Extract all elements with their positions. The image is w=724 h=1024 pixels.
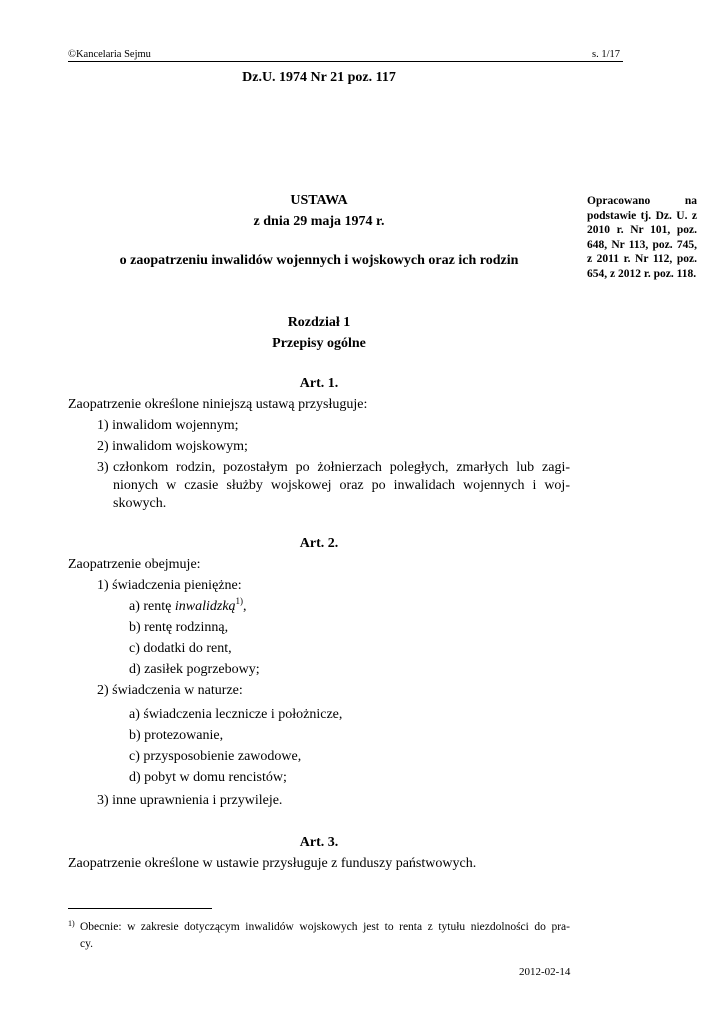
footnote-mark: 1) [68, 919, 75, 928]
art-2-heading: Art. 2. [299, 536, 339, 551]
art-1-item-3-line-3: skowych. [113, 496, 167, 511]
art-2-item-2-b: b) protezowanie, [129, 728, 224, 743]
art-1-item-3-line-1: członkom rodzin, pozostałym po żołnierzach poległych, zmarłych lub zagi- [113, 460, 570, 475]
art-2-item-1-d: d) zasiłek pogrzebowy; [129, 662, 260, 677]
act-subject: o zaopatrzeniu inwalidów wojennych i wojskowych oraz ich rodzin [119, 253, 519, 268]
art-1-item-2: 2) inwalidom wojskowym; [97, 439, 248, 454]
footnote-rule [68, 908, 212, 909]
chapter-title: Przepisy ogólne [272, 336, 366, 351]
art-2-item-3: 3) inne uprawnienia i przywileje. [97, 793, 283, 808]
art-2-item-2-d: d) pobyt w domu rencistów; [129, 770, 287, 785]
art-2-item-1-b: b) rentę rodzinną, [129, 620, 229, 635]
art-2-item-2: 2) świadczenia w naturze: [97, 683, 243, 698]
header-page-number: s. 1/17 [592, 49, 621, 60]
art-2-item-2-c: c) przysposobienie zawodowe, [129, 749, 302, 764]
art-1-heading: Art. 1. [299, 376, 339, 391]
act-date: z dnia 29 maja 1974 r. [253, 214, 385, 229]
art-1-item-1: 1) inwalidom wojennym; [97, 418, 239, 433]
footer-date: 2012-02-14 [519, 966, 571, 978]
art-3-heading: Art. 3. [299, 835, 339, 850]
footnote-line-1: Obecnie: w zakresie dotyczącym inwalidów wojskowych jest to renta z tytułu niezdolności do pra- [80, 921, 570, 933]
art-1-item-3-line-2: nionych w czasie służby wojskowej oraz po inwalidach wojennych i woj- [113, 478, 570, 493]
footnote-line-2: cy. [80, 938, 93, 950]
header-publisher: ©Kancelaria Sejmu [68, 49, 151, 60]
consolidation-note: Opracowano na podstawie tj. Dz. U. z 2010 r. Nr 101, poz. 648, Nr 113, poz. 745, z 2011 r. Nr 112, poz. 654, z 2012 r. poz. 118. [587, 195, 697, 280]
art-2-item-1-c: c) dodatki do rent, [129, 641, 232, 656]
header-rule [68, 61, 623, 62]
art-3-text: Zaopatrzenie określone w ustawie przysługuje z funduszy państwowych. [68, 856, 477, 871]
art-2-item-1-a-italic: inwalidzką [174, 599, 236, 614]
art-2-item-2-a: a) świadczenia lecznicze i położnicze, [129, 707, 343, 722]
art-2-item-1-a-text: a) rentę [129, 599, 175, 614]
art-1-intro: Zaopatrzenie określone niniejszą ustawą przysługuje: [68, 397, 368, 412]
art-2-intro: Zaopatrzenie obejmuje: [68, 557, 201, 572]
act-type: USTAWA [290, 193, 348, 208]
footnote-reference: 1) [235, 596, 244, 606]
art-2-item-1: 1) świadczenia pieniężne: [97, 578, 242, 593]
art-2-item-1-a [129, 598, 247, 616]
art-1-item-3-number: 3) [97, 460, 109, 475]
journal-reference: Dz.U. 1974 Nr 21 poz. 117 [242, 70, 396, 85]
chapter-number: Rozdział 1 [287, 315, 351, 330]
art-2-item-1-a-punct: , [243, 599, 247, 614]
